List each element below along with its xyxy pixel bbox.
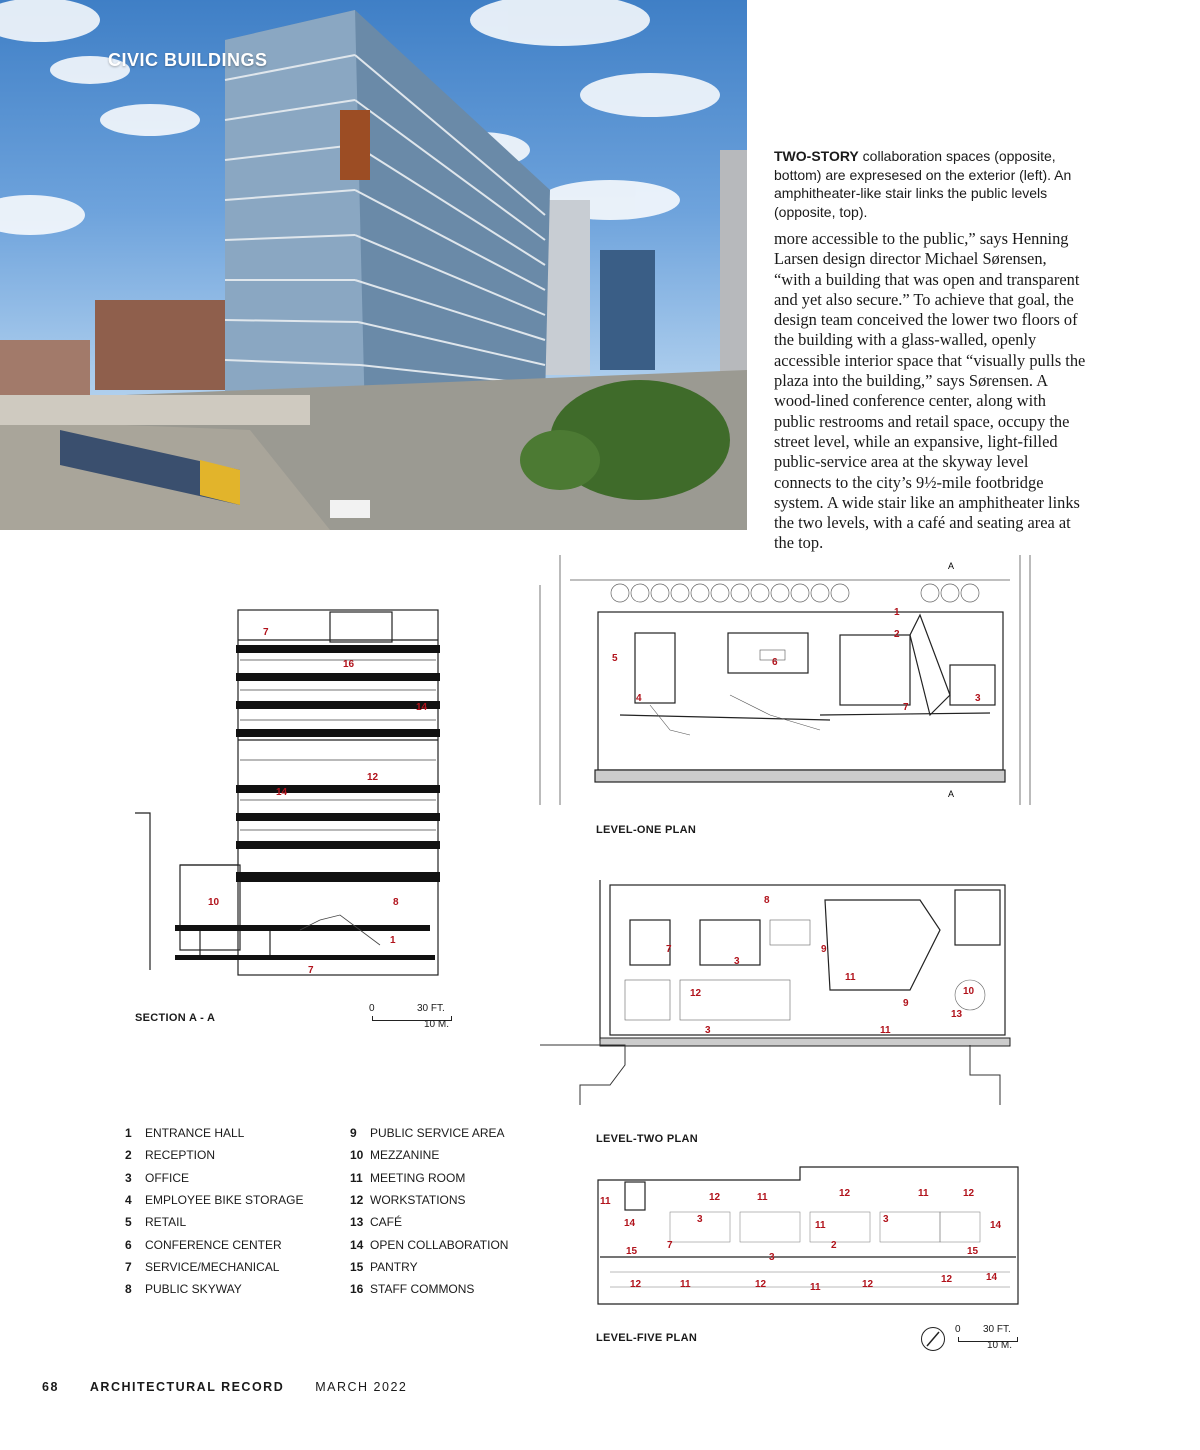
legend-label: CAFÉ [370, 1215, 403, 1230]
plan-number: 3 [975, 693, 981, 704]
legend-item [350, 1256, 508, 1278]
legend-item [350, 1278, 508, 1300]
legend-item [350, 1189, 508, 1211]
legend-label: MEZZANINE [370, 1148, 440, 1163]
section-number: 14 [276, 787, 288, 798]
plan-number: 2 [894, 629, 900, 640]
legend-item [125, 1122, 304, 1144]
plan-number: 1 [894, 607, 900, 618]
section-number: 14 [416, 702, 428, 713]
section-marker-top: A [948, 561, 955, 571]
legend-label: RECEPTION [145, 1148, 216, 1163]
level-one-plan [530, 555, 1050, 815]
plan-number: 11 [680, 1279, 691, 1290]
legend-number: 5 [125, 1215, 132, 1230]
photo-caption [774, 147, 1074, 221]
plan-number: 11 [918, 1188, 929, 1199]
legend-number: 10 [350, 1148, 364, 1163]
legend-number: 6 [125, 1237, 132, 1252]
legend-label: PUBLIC SKYWAY [145, 1282, 242, 1297]
section-marker-bottom: A [948, 789, 955, 799]
plan-number: 9 [903, 998, 909, 1009]
legend-number: 13 [350, 1215, 364, 1230]
legend-item [350, 1122, 508, 1144]
plan-number: 9 [821, 944, 827, 955]
plan-number: 12 [941, 1274, 953, 1285]
legend-right [350, 1122, 508, 1300]
legend-item [125, 1167, 304, 1189]
plan-number: 11 [815, 1220, 826, 1231]
legend-item [125, 1144, 304, 1166]
legend-label: ENTRANCE HALL [145, 1126, 245, 1141]
legend-label: EMPLOYEE BIKE STORAGE [145, 1193, 304, 1208]
section-number: 8 [393, 897, 399, 908]
legend-label: OPEN COLLABORATION [370, 1237, 509, 1252]
plan-number: 12 [755, 1279, 767, 1290]
plan-number: 3 [883, 1214, 889, 1225]
legend-number: 14 [350, 1237, 364, 1252]
plan-number: 7 [667, 1240, 673, 1251]
section-title: SECTION A - A [135, 1012, 216, 1024]
legend-number: 11 [350, 1170, 363, 1185]
level-two-plan [530, 860, 1050, 1120]
article-body: more accessible to the public,” says Henning Larsen design director Michael Sørensen, “with a building that was open and transparent and yet also secure.” To achieve that goal, the design team conceived the lower two floors of the building with a glass-walled, openly accessible interior space that “visually pulls the plaza into the building,” says Sørensen. A wood-lined conference center, along with public restrooms and retail space, occupy the street level, while an expansive, light-filled public-service area at the skyway level connects to the city’s 9½-mile footbridge system. A wide stair like an amphitheater links the two levels, with a café and seating area at the top. [774, 229, 1086, 553]
level-one-title: LEVEL-ONE PLAN [596, 824, 697, 836]
plan-number: 11 [845, 972, 856, 983]
legend-item [125, 1211, 304, 1233]
scale-feet: 30 FT. [417, 1003, 445, 1014]
section-number: 16 [343, 659, 355, 670]
plan-number: 14 [990, 1220, 1002, 1231]
building-photo-illustration [0, 0, 747, 530]
plan-number: 11 [810, 1282, 821, 1293]
plan-number: 7 [903, 702, 909, 713]
publication-name: ARCHITECTURAL RECORD [89, 1380, 285, 1394]
legend-label: PANTRY [370, 1259, 418, 1274]
legend-number: 12 [350, 1193, 364, 1208]
legend-number: 16 [350, 1282, 364, 1297]
plan-number: 12 [690, 988, 702, 999]
level-five-title: LEVEL-FIVE PLAN [596, 1332, 698, 1344]
plan-number: 5 [612, 653, 618, 664]
caption-text: collaboration spaces (opposite, bottom) are expresesed on the exterior (left). An amphitheater-like stair links the public levels (opposite, top). [774, 148, 1072, 220]
legend-number: 9 [350, 1126, 357, 1141]
legend-number: 7 [125, 1259, 132, 1274]
plan-number: 12 [630, 1279, 642, 1290]
scale-zero: 0 [955, 1324, 961, 1335]
caption-lead: TWO-STORY [774, 148, 859, 164]
level-two-title: LEVEL-TWO PLAN [596, 1133, 698, 1145]
legend-item [125, 1189, 304, 1211]
plan-scale [955, 1324, 1013, 1351]
plan-number: 3 [697, 1214, 703, 1225]
plan-number: 11 [880, 1025, 891, 1036]
plan-number: 7 [666, 944, 672, 955]
legend-number: 1 [125, 1126, 132, 1141]
page-number: 68 [42, 1380, 59, 1394]
plan-number: 12 [862, 1279, 874, 1290]
plan-number: 12 [709, 1192, 721, 1203]
legend-item [350, 1233, 508, 1255]
legend-label: CONFERENCE CENTER [145, 1237, 282, 1252]
plan-number: 6 [772, 657, 778, 668]
scale-meters: 10 M. [987, 1340, 1013, 1351]
plan-number: 2 [831, 1240, 837, 1251]
plan-number: 11 [757, 1192, 768, 1203]
plan-number: 8 [764, 895, 770, 906]
legend-item [125, 1256, 304, 1278]
plan-number: 14 [986, 1272, 998, 1283]
legend-number: 4 [125, 1193, 132, 1208]
legend-label: WORKSTATIONS [370, 1193, 466, 1208]
plan-number: 4 [636, 693, 642, 704]
legend-item [350, 1167, 508, 1189]
legend-number: 2 [125, 1148, 132, 1163]
north-arrow-icon [920, 1326, 946, 1352]
legend-label: RETAIL [145, 1215, 187, 1230]
legend-item [350, 1144, 508, 1166]
section-number: 12 [367, 772, 379, 783]
legend-label: OFFICE [145, 1170, 189, 1185]
plan-number: 15 [626, 1246, 638, 1257]
legend-left [125, 1122, 304, 1300]
level-five-plan [590, 1162, 1030, 1310]
plan-number: 11 [600, 1196, 611, 1207]
legend-item [125, 1278, 304, 1300]
issue-date: MARCH 2022 [315, 1380, 408, 1394]
section-scale [369, 1003, 450, 1030]
section-kicker: CIVIC BUILDINGS [108, 50, 268, 70]
plan-number: 10 [963, 986, 975, 997]
legend-number: 15 [350, 1259, 364, 1274]
plan-number: 12 [963, 1188, 975, 1199]
section-number: 7 [308, 965, 314, 976]
scale-feet: 30 FT. [983, 1324, 1011, 1335]
plan-number: 3 [705, 1025, 711, 1036]
section-number: 1 [390, 935, 396, 946]
plan-number: 3 [769, 1252, 775, 1263]
scale-zero: 0 [369, 1003, 375, 1014]
section-number: 7 [263, 627, 269, 638]
legend-label: SERVICE/MECHANICAL [145, 1259, 280, 1274]
legend-item [350, 1211, 508, 1233]
plan-number: 3 [734, 956, 740, 967]
plan-number: 12 [839, 1188, 851, 1199]
plan-number: 13 [951, 1009, 963, 1020]
legend-label: STAFF COMMONS [370, 1282, 475, 1297]
legend-number: 8 [125, 1282, 132, 1297]
plan-number: 15 [967, 1246, 979, 1257]
legend-item [125, 1233, 304, 1255]
scale-meters: 10 M. [424, 1019, 450, 1030]
page-footer [42, 1380, 433, 1394]
legend-label: MEETING ROOM [370, 1170, 466, 1185]
section-drawing [130, 600, 450, 990]
plan-number: 14 [624, 1218, 636, 1229]
section-number: 10 [208, 897, 220, 908]
legend-number: 3 [125, 1170, 132, 1185]
hero-photo [0, 0, 747, 530]
legend-label: PUBLIC SERVICE AREA [370, 1126, 505, 1141]
